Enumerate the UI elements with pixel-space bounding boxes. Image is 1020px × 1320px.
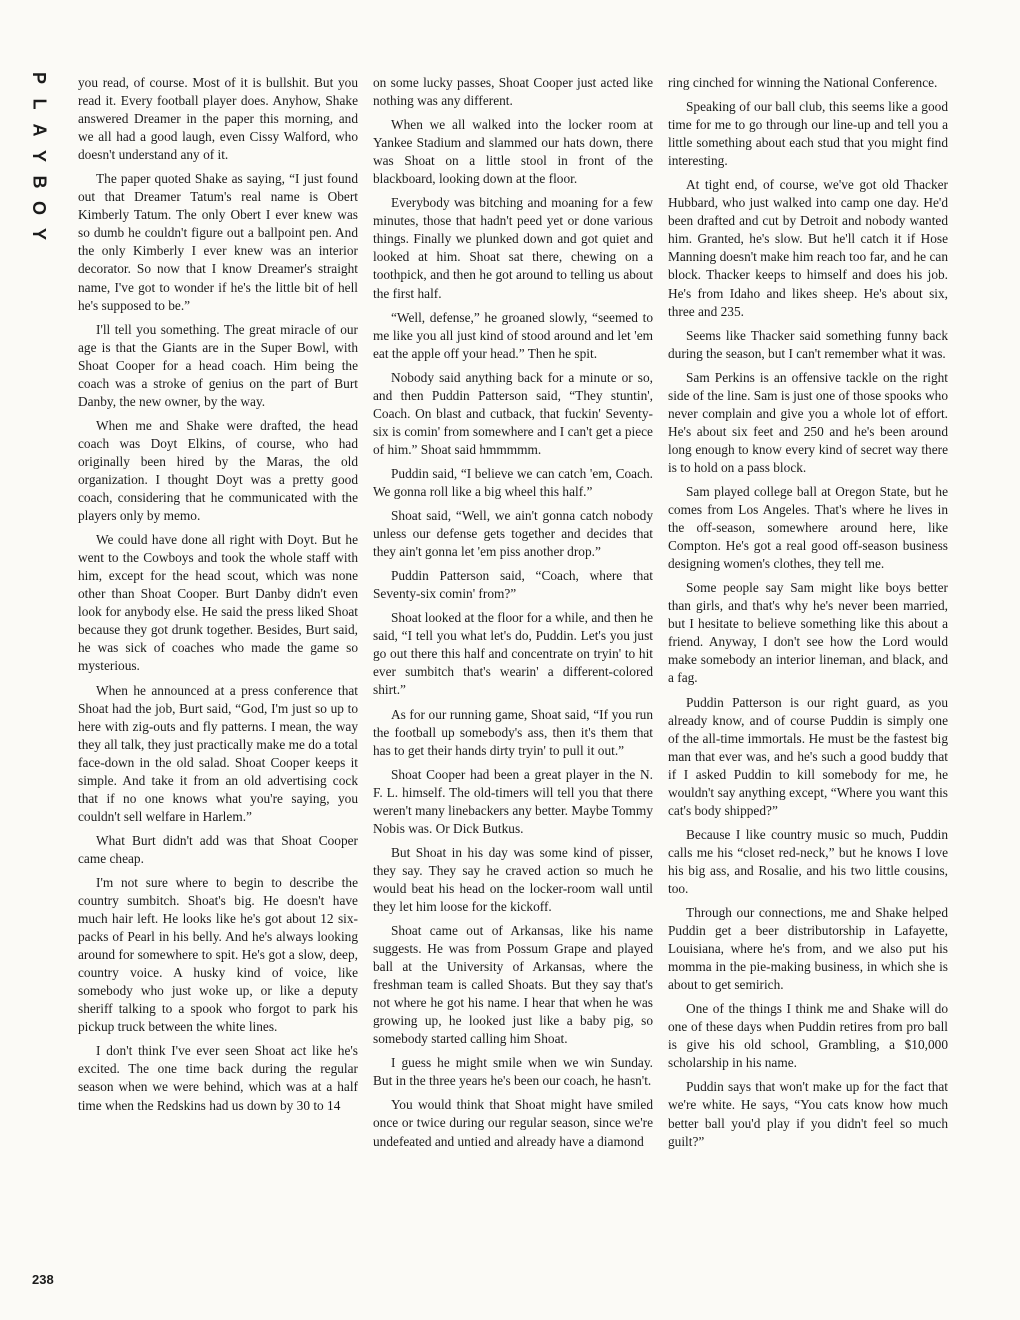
page-number: 238 [32, 1272, 54, 1287]
masthead-letter: L [29, 98, 49, 112]
magazine-masthead [24, 66, 54, 243]
paragraph: on some lucky passes, Shoat Cooper just acted like nothing was any different. [373, 75, 653, 109]
paragraph: What Burt didn't add was that Shoat Cooper came cheap. [78, 832, 358, 866]
paragraph: When we all walked into the locker room at Yankee Stadium and slammed our hats down, there was Shoat on a little stool in front of the blackboard, looking down at the floor. [373, 117, 653, 187]
paragraph: But Shoat in his day was some kind of pisser, they say. They say he craved action so much he would beat his head on the locker-room wall until they let him loose for the kickoff. [373, 844, 653, 914]
text-column-1 [78, 74, 358, 1310]
masthead-letter: A [29, 123, 49, 139]
paragraph: We could have done all right with Doyt. But he went to the Cowboys and took the whole staff with him, except for the head scout, which was none other than Shoat Cooper. Burt Danby didn't even look for anybody else. He said the press liked Shoat because they got drunk together. Besides, Burt said, he was sick of coaches who made the game so mysterious. [78, 532, 358, 674]
paragraph: I guess he might smile when we win Sunday. But in the three years he's been our coach, he hasn't. [373, 1055, 653, 1089]
paragraph: Speaking of our ball club, this seems like a good time for me to go through our line-up and tell you a little something about each stud that you might find interesting. [668, 99, 948, 169]
paragraph: The paper quoted Shake as saying, “I just found out that Dreamer Tatum's real name is Obert Kimberly Tatum. The only Obert I ever knew was so dumb he couldn't figure out a ballpoint pen. And the only Kimberly I ever knew was an interior decorator. So now that I know Dreamer's straight name, I've got to wonder if he's the little bit of hell he's supposed to be.” [78, 171, 358, 313]
paragraph: Shoat looked at the floor for a while, and then he said, “I tell you what let's do, Puddin. Let's you just go out there this half and concentrate on tryin' to hit ever sumbitch that's wearin' a different-colored shirt.” [373, 610, 653, 698]
paragraph: When he announced at a press conference that Shoat had the job, Burt said, “God, I'm just so up to here with zig-outs and fly patterns. I mean, the way they all talk, they just practically make me do a total face-down in the old salad. Shoat Cooper keeps it simple. And take it from an old advertising cock that if no one knows what you're saying, you couldn't sell welfare in Harlem.” [78, 682, 358, 824]
paragraph: I don't think I've ever seen Shoat act like he's excited. The one time back during the regular season when we were behind, which was at a half time when the Redskins had us down by 30 to 14 [78, 1043, 358, 1113]
masthead-letter: Y [28, 227, 49, 243]
paragraph: As for our running game, Shoat said, “If you run the football up somebody's ass, then it's them that has to get their hands dirty tryin' to pull it out.” [373, 706, 653, 758]
paragraph: Through our connections, me and Shake helped Puddin get a beer distributorship in Lafayette, Louisiana, where he's from, and we also put his momma in the pie-making business, in which she is about to get semirich. [668, 905, 948, 993]
paragraph: I'll tell you something. The great miracle of our age is that the Giants are in the Super Bowl, with Shoat Cooper for a head coach. Him being the coach was a stroke of genius on the part of Burt Danby, the new owner, by the way. [78, 321, 358, 409]
paragraph: Sam Perkins is an offensive tackle on the right side of the line. Sam is just one of those spooks who never complain and give you a whole lot of effort. He's about six feet and 250 and he's been around long enough to know every kind of secret way there is to hold on a pass block. [668, 369, 948, 475]
paragraph: Everybody was bitching and moaning for a few minutes, those that hadn't peed yet or done various things. Finally we plunked down and got quiet and looked at him. Shoat sat there, chewing on a toothpick, and then he got around to telling us about the first half. [373, 195, 653, 301]
paragraph: Because I like country music so much, Puddin calls me his “closet red-neck,” but he knows I love his big ass, and Rosalie, and his two little cousins, too. [668, 826, 948, 896]
masthead-letter: P [28, 71, 49, 87]
masthead-letter: Y [28, 149, 49, 165]
paragraph: you read, of course. Most of it is bullshit. But you read it. Every football player does. Anyhow, Shake answered Dreamer in the paper this morning, and we all had a good laugh, even Cissy Walford, who doesn't understand any of it. [78, 75, 358, 163]
text-column-3 [668, 74, 948, 1310]
paragraph: Puddin said, “I believe we can catch 'em, Coach. We gonna roll like a big wheel this half.” [373, 465, 653, 499]
paragraph: Nobody said anything back for a minute or so, and then Puddin Patterson said, “They stuntin', Coach. On blast and cutback, that fuckin' Seventy-six is comin' from somewhere and I can't get a piece of him.” Shoat said hmmmmm. [373, 369, 653, 457]
text-column-2 [373, 74, 653, 1310]
paragraph: Shoat came out of Arkansas, like his name suggests. He was from Possum Grape and played ball at the University of Arkansas, where the freshman team is called Shoats. But they say that's not where he got his name. I hear that when he was growing up, he looked just like a baby pig, so somebody started calling him Shoat. [373, 923, 653, 1047]
paragraph: One of the things I think me and Shake will do one of these days when Puddin retires from pro ball is give his old school, Grambling, a $10,000 scholarship in his name. [668, 1001, 948, 1071]
paragraph: Shoat said, “Well, we ain't gonna catch nobody unless our defense gets together and decides that they ain't gonna let 'em piss another drop.” [373, 508, 653, 560]
paragraph: When me and Shake were drafted, the head coach was Doyt Elkins, of course, who had originally been hired by the Maras, the old organization. I thought Doyt was a pretty good coach, considering that he communicated with the players only by memo. [78, 417, 358, 524]
paragraph: Shoat Cooper had been a great player in the N. F. L. himself. The old-timers will tell you that there weren't many linebackers any better. Maybe Tommy Nobis was. Or Dick Butkus. [373, 766, 653, 836]
paragraph: Sam played college ball at Oregon State, but he comes from Los Angeles. That's where he lives in the off-season, somewhere around here, like Compton. He's got a real good off-season business designing women's clothes, they tell me. [668, 483, 948, 572]
paragraph: “Well, defense,” he groaned slowly, “seemed to me like you all just kind of stood around and let 'em eat the apple off your head.” Then he spit. [373, 309, 653, 361]
paragraph: Some people say Sam might like boys better than girls, and that's why he's never been married, but I hesitate to believe something like this about a friend. Anyway, I don't see how the Lord would make somebody an interior lineman, and black, and a fag. [668, 580, 948, 686]
paragraph: Seems like Thacker said something funny back during the season, but I can't remember what it was. [668, 327, 948, 361]
paragraph: Puddin Patterson said, “Coach, where that Seventy-six comin' from?” [373, 568, 653, 602]
paragraph: Puddin says that won't make up for the fact that we're white. He says, “You cats know how much better ball you'd play if you didn't feel so much guilt?” [668, 1079, 948, 1149]
paragraph: ring cinched for winning the National Conference. [668, 75, 938, 90]
paragraph: Puddin Patterson is our right guard, as you already know, and of course Puddin is simply one of the all-time immortals. He must be the fastest big man that ever was, and he's such a good buddy that if I asked Puddin to kill somebody for me, he wouldn't say anything except, “Where you want this cat's body shipped?” [668, 694, 948, 818]
paragraph: I'm not sure where to begin to describe the country sumbitch. Shoat's big. He doesn't have much hair left. He looks like he's got about 12 six-packs of Pearl in his belly. And he's always looking around for somewhere to spit. He's got a slow, deep, country voice. A husky kind of voice, like somebody who just woke up, or like a deputy sheriff talking to a spook who forgot to park his pickup truck between the white lines. [78, 874, 358, 1035]
masthead-letter: O [28, 200, 49, 218]
paragraph: You would think that Shoat might have smiled once or twice during our regular season, since we're undefeated and untied and already have a diamond [373, 1097, 653, 1149]
paragraph: At tight end, of course, we've got old Thacker Hubbard, who just walked into camp one day. He'd been drafted and cut by Detroit and nobody wanted him. Granted, he's slow. But he'll catch it if Hose Manning doesn't make him reach too far, and he can block. Thacker keeps to himself and does his job. He's from Idaho and likes sheep. He's about six, three and 235. [668, 177, 948, 319]
masthead-letter: B [29, 175, 49, 191]
